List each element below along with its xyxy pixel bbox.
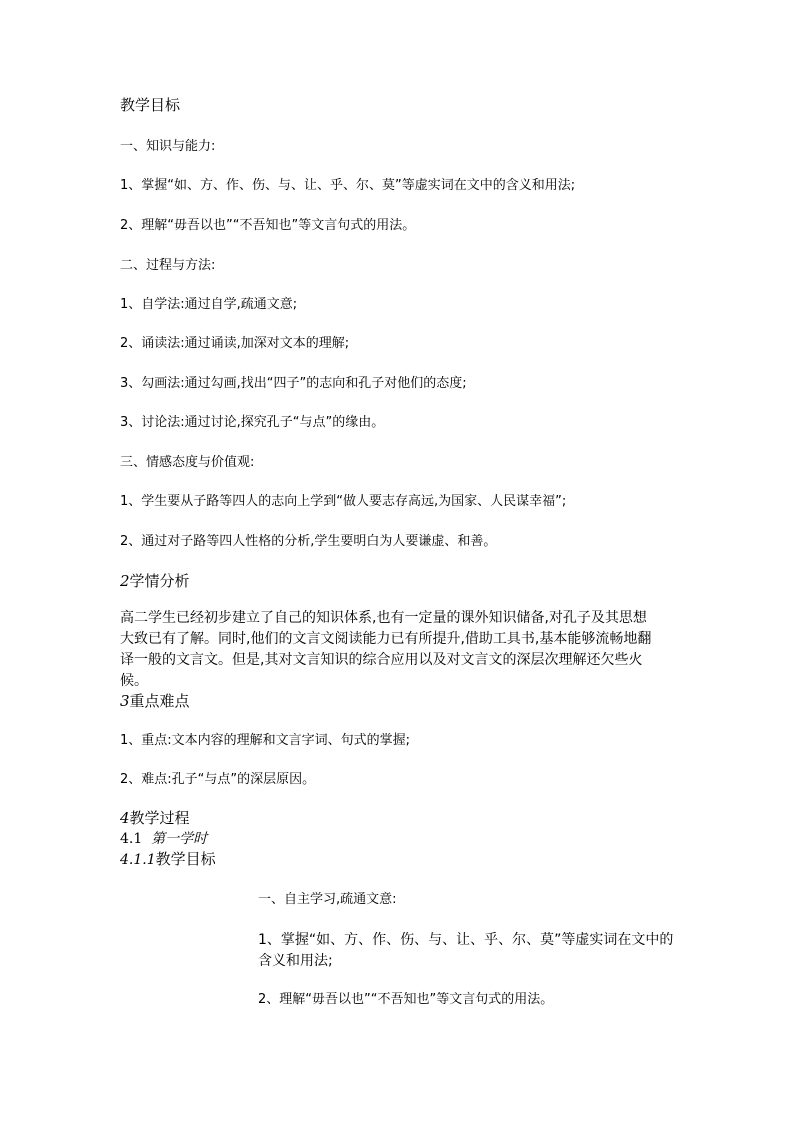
list-item: 3、勾画法:通过勾画,找出“四子”的志向和孔子对他们的态度; [120, 376, 467, 391]
subsection-number: 4.1.1 [120, 852, 156, 868]
subsection-heading-teaching-goals [120, 852, 216, 867]
section-title: 教学过程 [129, 809, 190, 827]
section-heading-teaching-process [120, 811, 190, 826]
section-number: 2 [120, 572, 130, 590]
list-item: 2、理解“毋吾以也”“不吾知也”等文言句式的用法。 [120, 218, 416, 233]
section-heading-key-points [120, 694, 190, 709]
section-heading-knowledge: 一、知识与能力: [120, 139, 216, 154]
student-analysis-paragraph: 高二学生已经初步建立了自己的知识体系,也有一定量的课外知识储备,对孔子及其思想大致已有了解。同时,他们的文言文阅读能力已有所提升,借助工具书,基本能够流畅地翻译一般的文言文。但是,其对文言知识的综合应用以及对文言文的深层次理解还欠些火候。 [120, 610, 652, 689]
list-item: 2、诵读法:通过诵读,加深对文本的理解; [120, 336, 350, 351]
section-title: 重点难点 [129, 692, 190, 710]
list-item: 1、重点:文本内容的理解和文言字词、句式的掌握; [120, 733, 411, 748]
subsection-title: 第一学时 [151, 831, 208, 847]
section-heading-student-analysis [120, 574, 190, 589]
section-heading-attitude: 三、情感态度与价值观: [120, 455, 255, 470]
subsection-heading-first-period [120, 832, 207, 846]
list-item: 1、学生要从子路等四人的志向上学到“做人要志存高远,为国家、人民谋幸福”; [120, 494, 567, 509]
subsection-title: 教学目标 [155, 850, 216, 868]
list-item: 1、自学法:通过自学,疏通文意; [120, 297, 298, 312]
subsection-number: 4.1 [120, 831, 143, 847]
doc-title: 教学目标 [120, 96, 181, 114]
list-item: 2、难点:孔子“与点”的深层原因。 [120, 772, 316, 787]
section-heading-process: 二、过程与方法: [120, 258, 216, 273]
indented-list-item: 1、掌握“如、方、作、伤、与、让、乎、尔、莫”等虚实词在文中的含义和用法; [258, 932, 674, 969]
section-number: 4 [120, 809, 130, 827]
section-title: 学情分析 [129, 572, 190, 590]
indented-list-item: 2、理解“毋吾以也”“不吾知也”等文言句式的用法。 [258, 992, 554, 1007]
list-item: 2、通过对子路等四人性格的分析,学生要明白为人要谦虚、和善。 [120, 534, 497, 549]
indented-heading: 一、自主学习,疏通文意: [258, 892, 397, 907]
list-item: 1、掌握“如、方、作、伤、与、让、乎、尔、莫”等虚实词在文中的含义和用法; [120, 178, 576, 193]
section-number: 3 [120, 692, 130, 710]
list-item: 3、讨论法:通过讨论,探究孔子“与点”的缘由。 [120, 415, 385, 430]
